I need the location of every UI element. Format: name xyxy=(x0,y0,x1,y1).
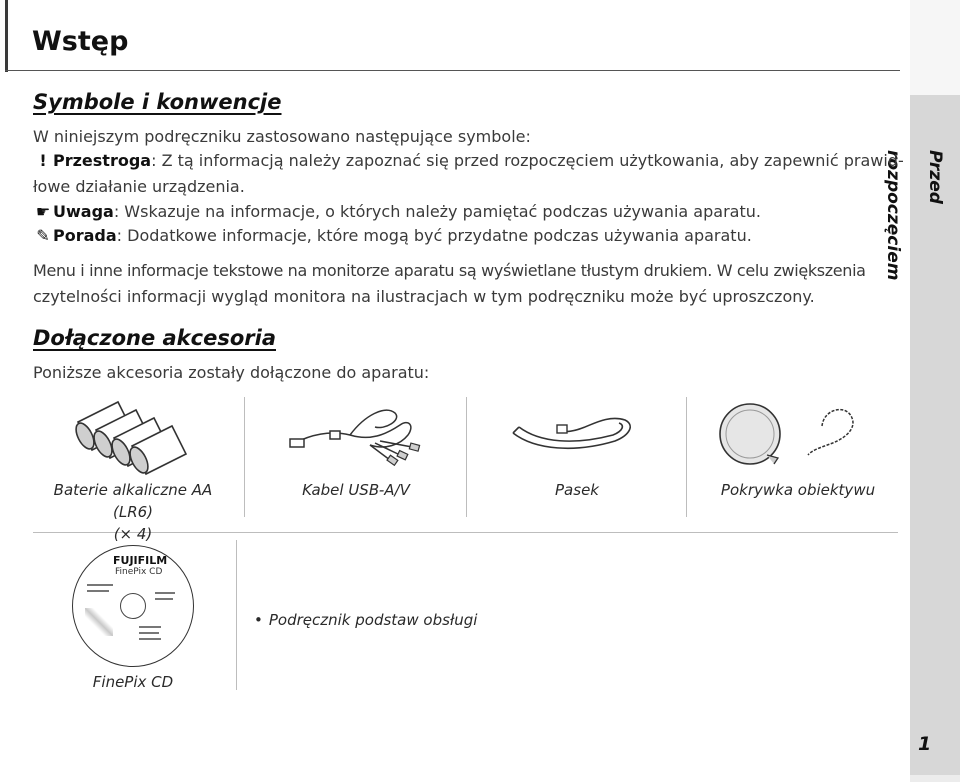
chapter-label: Przed rozpoczęciem xyxy=(883,150,945,281)
cd-text-line xyxy=(139,626,161,628)
lens-cap-image xyxy=(712,400,877,470)
tip-row xyxy=(33,224,752,248)
cd-text-line xyxy=(155,592,175,594)
symbols-intro: W niniejszym podręczniku zastosowano następujące symbole: xyxy=(33,127,531,146)
batteries-label xyxy=(33,479,233,545)
conventions-paragraph-line2: czytelności informacji wygląd monitora na ilustracjach w tym podręczniku może być uproszczony. xyxy=(33,287,815,306)
caution-text-continued: łowe działanie urządzenia. xyxy=(33,177,245,196)
grid-divider xyxy=(686,397,687,517)
batteries-image xyxy=(70,400,200,475)
chapter-sidebar xyxy=(883,0,960,782)
conventions-paragraph-line1: Menu i inne informacje tekstowe na monitorze aparatu są wyświetlane tłustym drukiem. W celu zwiększenia xyxy=(33,261,866,280)
grid-divider xyxy=(236,540,237,690)
cd-graphic xyxy=(85,608,113,636)
note-icon: ☛ xyxy=(35,202,51,221)
cd-text-line xyxy=(87,590,109,592)
caution-row xyxy=(33,149,904,173)
note-row xyxy=(33,200,761,224)
tip-icon: ✎ xyxy=(36,226,50,245)
page-title: Wstęp xyxy=(32,26,129,57)
cd-text-line xyxy=(155,598,173,600)
note-label: Uwaga xyxy=(53,202,114,221)
note-text: : Wskazuje na informacje, o których należy pamiętać podczas używania aparatu. xyxy=(113,202,761,221)
cd-title: FinePix CD xyxy=(115,567,163,577)
caution-icon: ! xyxy=(39,151,47,170)
sidebar-top xyxy=(910,0,960,95)
manual-item xyxy=(254,609,477,631)
strap-image xyxy=(505,405,645,465)
lens-cap-label: Pokrywka obiektywu xyxy=(720,481,876,499)
caution-label: Przestroga xyxy=(53,151,152,170)
usb-cable-image xyxy=(290,405,430,470)
accessories-heading: Dołączone akcesoria xyxy=(33,326,276,350)
accessories-intro: Poniższe akcesoria zostały dołączone do aparatu: xyxy=(33,363,430,382)
symbols-heading: Symbole i konwencje xyxy=(33,90,282,114)
cd-brand: FUJIFILM xyxy=(113,554,168,567)
cd-text-line xyxy=(139,638,161,640)
title-divider xyxy=(5,70,900,71)
tip-text: : Dodatkowe informacje, które mogą być przydatne podczas używania aparatu. xyxy=(116,226,752,245)
usb-cable-label: Kabel USB-A/V xyxy=(302,481,410,499)
caution-text: : Z tą informacją należy zapoznać się przed rozpoczęciem użytkowania, aby zapewnić prawid- xyxy=(151,151,904,170)
finepix-cd-label: FinePix CD xyxy=(92,673,174,691)
cd-text-line xyxy=(87,584,113,586)
tip-label: Porada xyxy=(53,226,117,245)
page-left-border xyxy=(5,0,8,72)
grid-divider xyxy=(244,397,245,517)
manual-label: Podręcznik podstaw obsługi xyxy=(268,611,478,629)
finepix-cd-image xyxy=(72,545,194,667)
grid-divider xyxy=(466,397,467,517)
batteries-label-line2: (× 4) xyxy=(113,525,153,543)
cd-text-line xyxy=(139,632,159,634)
page-number: 1 xyxy=(918,733,932,755)
cd-hole xyxy=(120,593,146,619)
manual-bullet: • xyxy=(254,611,263,629)
strap-label: Pasek xyxy=(555,481,599,499)
batteries-label-line1: Baterie alkaliczne AA (LR6) xyxy=(53,481,213,521)
